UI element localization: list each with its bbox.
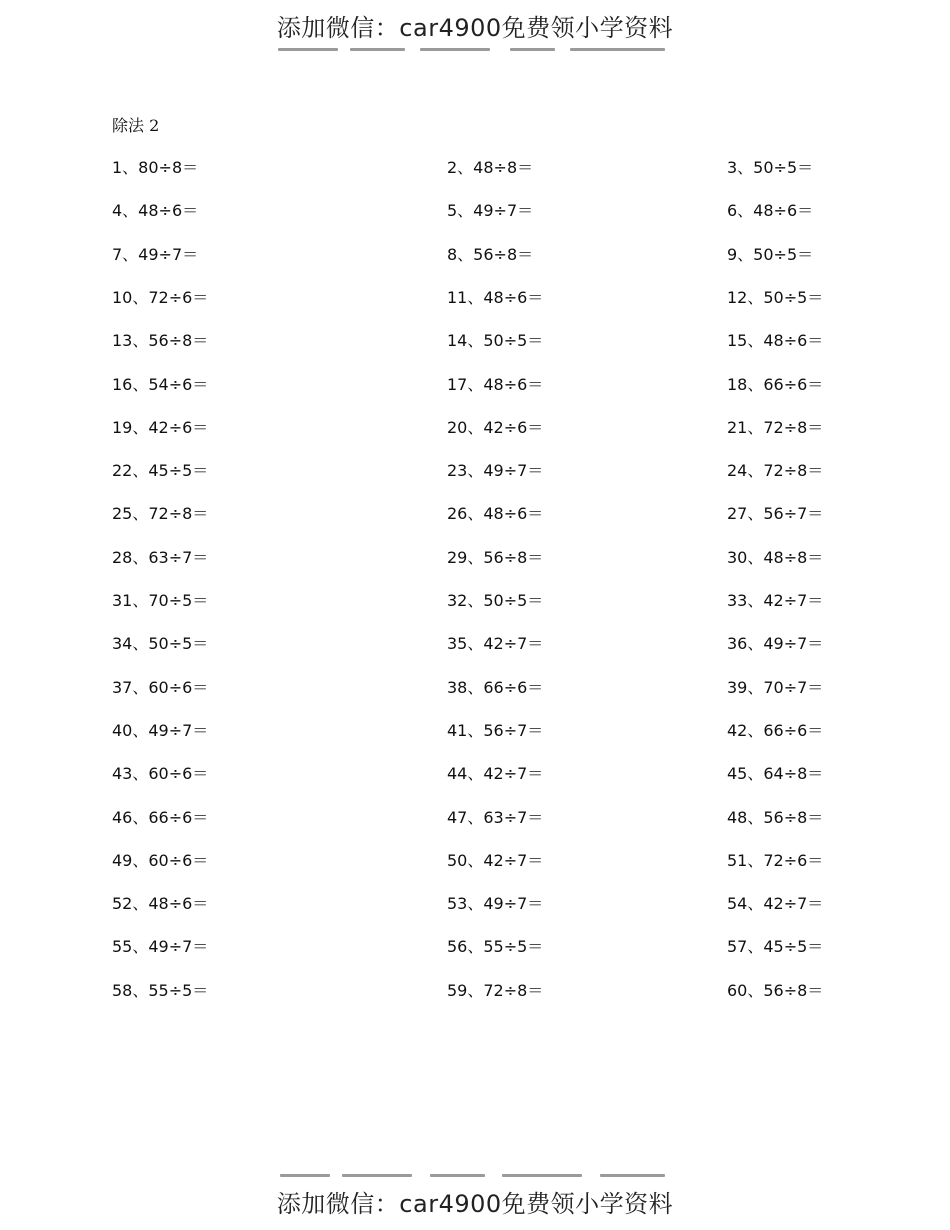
division-problem: 23、49÷7＝	[447, 461, 544, 480]
division-problem: 26、48÷6＝	[447, 504, 544, 523]
division-problem: 34、50÷5＝	[112, 634, 209, 653]
division-problem: 32、50÷5＝	[447, 591, 544, 610]
division-problem: 55、49÷7＝	[112, 937, 209, 956]
division-problem: 36、49÷7＝	[727, 634, 824, 653]
division-problem: 51、72÷6＝	[727, 851, 824, 870]
division-problem: 7、49÷7＝	[112, 245, 199, 264]
division-problem: 27、56÷7＝	[727, 504, 824, 523]
division-problem: 13、56÷8＝	[112, 331, 209, 350]
cropped-text-fragment-top	[270, 44, 680, 54]
division-problem: 4、48÷6＝	[112, 201, 199, 220]
division-problem: 52、48÷6＝	[112, 894, 209, 913]
division-problem: 54、42÷7＝	[727, 894, 824, 913]
division-problem: 8、56÷8＝	[447, 245, 534, 264]
division-problem: 60、56÷8＝	[727, 981, 824, 1000]
division-problem: 20、42÷6＝	[447, 418, 544, 437]
division-problem: 39、70÷7＝	[727, 678, 824, 697]
division-problem: 28、63÷7＝	[112, 548, 209, 567]
division-problem: 43、60÷6＝	[112, 764, 209, 783]
division-problem: 31、70÷5＝	[112, 591, 209, 610]
division-problem: 50、42÷7＝	[447, 851, 544, 870]
watermark-banner-bottom: 添加微信：car4900免费领小学资料	[276, 1190, 674, 1218]
division-problem: 14、50÷5＝	[447, 331, 544, 350]
division-problem: 25、72÷8＝	[112, 504, 209, 523]
division-problem: 16、54÷6＝	[112, 375, 209, 394]
division-problem: 46、66÷6＝	[112, 808, 209, 827]
division-problem: 29、56÷8＝	[447, 548, 544, 567]
division-problem: 42、66÷6＝	[727, 721, 824, 740]
division-problem: 37、60÷6＝	[112, 678, 209, 697]
division-problem: 56、55÷5＝	[447, 937, 544, 956]
division-problem: 33、42÷7＝	[727, 591, 824, 610]
division-problem: 47、63÷7＝	[447, 808, 544, 827]
division-problem: 5、49÷7＝	[447, 201, 534, 220]
division-problem: 57、45÷5＝	[727, 937, 824, 956]
division-problem: 10、72÷6＝	[112, 288, 209, 307]
division-problem: 59、72÷8＝	[447, 981, 544, 1000]
division-problem: 48、56÷8＝	[727, 808, 824, 827]
division-problem: 40、49÷7＝	[112, 721, 209, 740]
division-problem: 3、50÷5＝	[727, 158, 814, 177]
division-problem: 15、48÷6＝	[727, 331, 824, 350]
watermark-banner-top: 添加微信：car4900免费领小学资料	[276, 14, 674, 42]
division-problem: 18、66÷6＝	[727, 375, 824, 394]
division-problem: 53、49÷7＝	[447, 894, 544, 913]
division-problem: 49、60÷6＝	[112, 851, 209, 870]
division-problem: 45、64÷8＝	[727, 764, 824, 783]
division-problem: 41、56÷7＝	[447, 721, 544, 740]
division-problem: 11、48÷6＝	[447, 288, 544, 307]
division-problem: 30、48÷8＝	[727, 548, 824, 567]
division-problem: 21、72÷8＝	[727, 418, 824, 437]
cropped-text-fragment-bottom	[270, 1170, 680, 1180]
division-problem: 58、55÷5＝	[112, 981, 209, 1000]
division-problem: 44、42÷7＝	[447, 764, 544, 783]
division-problem: 38、66÷6＝	[447, 678, 544, 697]
division-problem: 35、42÷7＝	[447, 634, 544, 653]
division-problem: 17、48÷6＝	[447, 375, 544, 394]
division-problem: 12、50÷5＝	[727, 288, 824, 307]
division-problem: 19、42÷6＝	[112, 418, 209, 437]
division-problem: 6、48÷6＝	[727, 201, 814, 220]
division-problem: 24、72÷8＝	[727, 461, 824, 480]
division-problem: 9、50÷5＝	[727, 245, 814, 264]
division-problem: 22、45÷5＝	[112, 461, 209, 480]
division-problem: 2、48÷8＝	[447, 158, 534, 177]
page-title: 除法 2	[112, 116, 160, 135]
division-problem: 1、80÷8＝	[112, 158, 199, 177]
